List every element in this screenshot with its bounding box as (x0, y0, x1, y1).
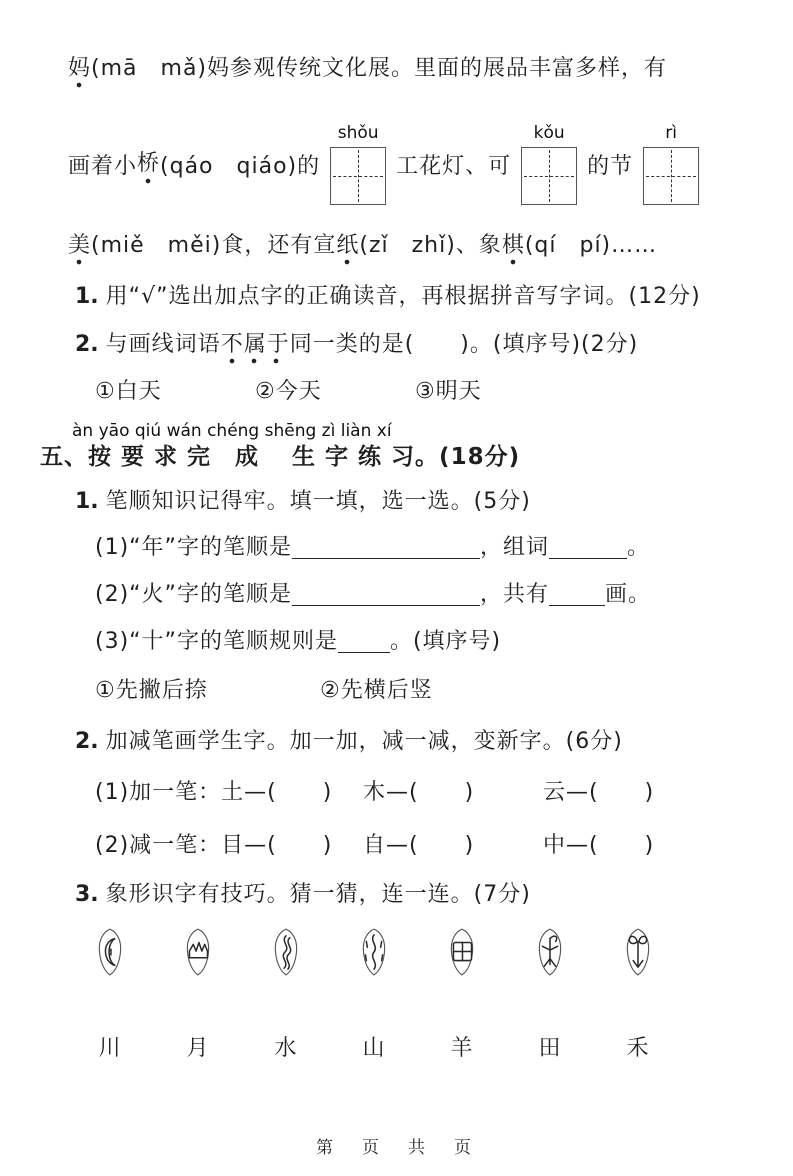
blank-line (338, 628, 390, 653)
add-stroke-row (95, 776, 793, 809)
question-number: 2. (75, 332, 99, 358)
passage-text: (miě měi)食，还有宣 (91, 232, 337, 258)
item-text: ，共有 (479, 582, 549, 608)
item-text: ，组词 (479, 535, 549, 561)
question-text: 同一类的是( )。(填序号)(2分) (289, 332, 639, 358)
sub-question-1 (75, 487, 793, 518)
tianzige-box (521, 147, 577, 205)
water-drops-icon (354, 925, 394, 979)
question-2 (75, 330, 793, 361)
stroke-order-item-1 (95, 531, 793, 564)
fill-item: 自—( ) (363, 832, 475, 858)
match-char: 山 (362, 1035, 386, 1061)
stroke-rule-options (95, 676, 793, 707)
question-number: 2. (75, 729, 99, 755)
match-char: 羊 (450, 1035, 474, 1061)
blank-line (549, 581, 605, 606)
blank-line (292, 534, 480, 559)
stroke-order-item-3 (95, 625, 793, 658)
grain-plant-icon (530, 925, 570, 979)
dotted-phrase: 不属于 (221, 332, 290, 364)
question-2-options (95, 377, 793, 408)
passage-text: 画着小 (68, 154, 138, 180)
option-item: ①先撇后捺 (95, 678, 208, 704)
dotted-char: 桥 (137, 146, 160, 184)
dotted-char: 棋 (502, 233, 525, 265)
question-text: 加减笔画学生字。加一加，减一减，变新字。(6分) (105, 729, 623, 755)
pinyin-label: kǒu (533, 122, 565, 143)
question-text: 象形识字有技巧。猜一猜，连一连。(7分) (105, 881, 531, 907)
item-text: (1)“年”字的笔顺是 (95, 535, 292, 561)
page-footer: 第 页 共 页 (316, 1138, 477, 1158)
sheep-horns-icon (618, 925, 658, 979)
question-number: 1. (75, 488, 99, 514)
match-char: 田 (538, 1035, 562, 1061)
field-grid-icon (442, 925, 482, 979)
pinyin-label: shǒu (337, 122, 379, 143)
fill-item: (1)加一笔：土—( ) (95, 779, 333, 805)
remove-stroke-row (95, 829, 793, 862)
option-item: ②先横后竖 (320, 678, 433, 704)
option-item: ②今天 (255, 379, 322, 405)
writing-grid-box (643, 122, 699, 205)
dotted-char: 妈 (68, 56, 91, 88)
passage-text: (mā mǎ)妈参观传统文化展。里面的展品丰富多样，有 (91, 56, 668, 81)
section-heading: 五、按 要 求 完 成 生 字 练 习。(18分) (40, 443, 521, 470)
fill-item: 木—( ) (363, 779, 475, 805)
blank-line (292, 581, 480, 606)
passage-text: (zǐ zhǐ)、象 (359, 232, 502, 258)
question-text: 用“√”选出加点字的正确读音，再根据拼音写字词。(12分) (105, 283, 701, 309)
passage-line-3 (68, 231, 793, 262)
moon-crescent-icon (90, 925, 130, 979)
passage-text: (qí pí)…… (524, 232, 658, 258)
item-text: (3)“十”字的笔顺规则是 (95, 629, 338, 655)
dotted-char: 美 (68, 233, 91, 265)
mountain-peaks-icon (178, 925, 218, 979)
writing-grid-box (521, 122, 577, 205)
question-text: 笔顺知识记得牢。填一填，选一选。(5分) (105, 488, 531, 514)
question-number: 1. (75, 283, 99, 309)
option-item: ①白天 (95, 379, 162, 405)
match-char: 禾 (626, 1035, 650, 1061)
passage-text: 工花灯、可 (396, 154, 512, 180)
match-char: 川 (98, 1035, 122, 1061)
dotted-char: 纸 (336, 233, 359, 265)
match-char: 水 (274, 1035, 298, 1061)
passage-line-2 (68, 122, 793, 205)
passage-line-1 (68, 54, 763, 85)
stroke-order-item-2 (95, 578, 793, 611)
sub-question-3 (75, 880, 793, 911)
question-1 (75, 282, 793, 313)
sub-question-2 (75, 727, 793, 758)
option-item: ③明天 (415, 379, 482, 405)
blank-line (549, 534, 627, 559)
match-char-row (66, 1031, 793, 1062)
pinyin-guide: àn yāo qiú wán chéng shēng zì liàn xí (72, 420, 392, 441)
passage-text: 的节 (587, 154, 634, 180)
item-text: 。(填序号) (389, 629, 502, 655)
tianzige-box (643, 147, 699, 205)
tianzige-box (330, 147, 386, 205)
passage-text: (qáo qiáo)的 (160, 154, 321, 180)
fill-item: 中—( ) (543, 832, 655, 858)
writing-grid-box (330, 122, 386, 205)
item-text: 画。 (604, 582, 651, 608)
item-text: 。 (626, 535, 650, 561)
pictograph-row (66, 925, 793, 979)
pinyin-label: rì (665, 122, 678, 143)
item-text: (2)“火”字的笔顺是 (95, 582, 292, 608)
match-char: 月 (186, 1035, 210, 1061)
fill-item: 云—( ) (543, 779, 655, 805)
question-text: 与画线词语 (105, 332, 221, 358)
fill-item: (2)减一笔：目—( ) (95, 832, 333, 858)
winding-stream-icon (266, 925, 306, 979)
question-number: 3. (75, 881, 99, 907)
